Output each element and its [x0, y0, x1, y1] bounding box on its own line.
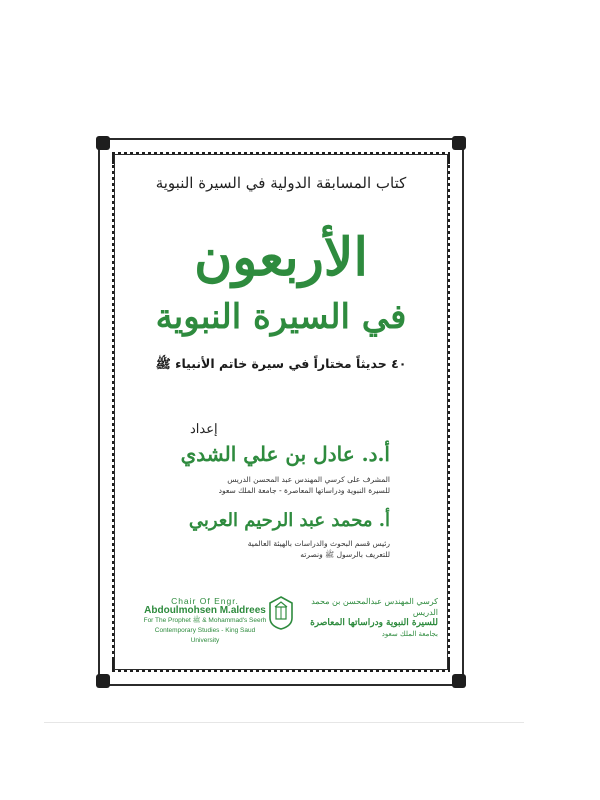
corner-ornament-icon [96, 674, 110, 688]
book-tagline: ٤٠ حديثاً مختاراً في سيرة خاتم الأنبياء ﷺ [155, 356, 407, 371]
corner-ornament-icon [452, 136, 466, 150]
author-1-desc-line: للسيرة النبوية ودراساتها المعاصرة - جامعة الملك سعود [218, 486, 390, 495]
chair-ar-line: كرسي المهندس عبدالمحسن بن محمد الدريس [311, 597, 438, 617]
author-description-2 [160, 538, 390, 560]
author-2-desc-line: رئيس قسم البحوث والدراسات بالهيئة العالمية [247, 539, 390, 548]
author-name-1: أ.د. عادل بن علي الشدي [180, 442, 390, 466]
cover-content [120, 160, 442, 664]
chair-en-line: For The Prophet ﷺ & Mohammad's Seerh [143, 617, 267, 624]
chair-ar-line: للسيرة النبوية ودراساتها المعاصرة [310, 618, 438, 628]
book-subtitle: في السيرة النبوية [155, 297, 407, 337]
author-1-desc-line: المشرف على كرسي المهندس عبد المحسن الدريس [227, 475, 390, 484]
chair-en-line: Abdoulmohsen M.aldrees [144, 605, 266, 616]
chair-logo-icon [268, 596, 294, 630]
author-name-2: أ. محمد عبد الرحيم العربي [188, 510, 390, 531]
author-2-desc-line: للتعريف بالرسول ﷺ ونصرته [300, 550, 390, 559]
corner-ornament-icon [452, 674, 466, 688]
chair-name-english [140, 596, 270, 646]
book-title: الأربعون [194, 227, 368, 288]
author-description-1 [160, 474, 390, 496]
corner-ornament-icon [96, 136, 110, 150]
chair-en-line: Chair Of Engr. [171, 596, 239, 606]
series-title: كتاب المسابقة الدولية في السيرة النبوية [155, 174, 407, 192]
chair-ar-line: بجامعة الملك سعود [381, 630, 438, 638]
chair-en-line: Contemporary Studies - King Saud University [154, 627, 256, 644]
scan-edge-line [44, 722, 524, 723]
prepared-by-label: إعداد [190, 422, 218, 437]
chair-footer [120, 596, 442, 646]
chair-name-arabic [298, 596, 438, 640]
